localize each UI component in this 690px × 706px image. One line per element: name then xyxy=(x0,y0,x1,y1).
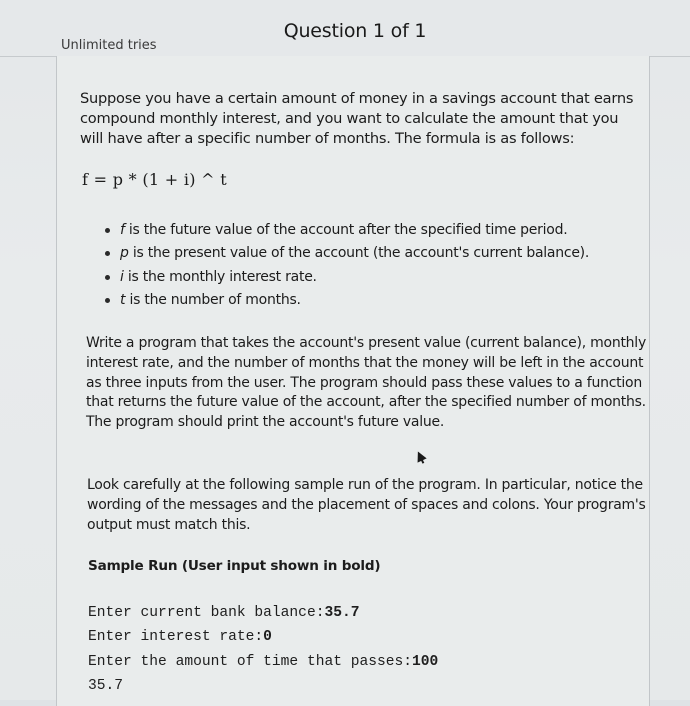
definition-item-t xyxy=(104,289,589,312)
user-input: 35.7 xyxy=(324,605,360,621)
variable-name: t xyxy=(120,291,126,308)
variable-definitions-list xyxy=(104,219,589,312)
sample-line xyxy=(88,601,438,625)
intro-paragraph: Suppose you have a certain amount of money in a savings account that earns compound monthly interest, and you want to calculate the amount that you will have after a specific number of months. The formula is as follows: xyxy=(80,90,634,147)
question-counter: Question 1 of 1 xyxy=(283,20,427,42)
definition-text: is the future value of the account after the specified time period. xyxy=(124,222,568,238)
prompt-text: Enter the amount of time that passes: xyxy=(88,653,413,670)
variable-name: f xyxy=(120,222,125,238)
sample-run-heading: Sample Run (User input shown in bold) xyxy=(88,558,381,574)
sample-line xyxy=(88,650,438,674)
output-text: 35.7 xyxy=(88,677,124,694)
sample-line xyxy=(88,674,438,698)
task-paragraph: Write a program that takes the account's present value (current balance), monthly interest rate, and the number of months that the money will be left in the account as three inputs from the user. The program should pass these values to a function that returns the future value of the account, after the specified number of months. The program should print the account's future value. xyxy=(86,335,646,431)
formula: f = p * (1 + i) ^ t xyxy=(82,170,227,189)
user-input: 100 xyxy=(412,653,439,670)
user-input: 0 xyxy=(263,629,272,646)
variable-name: i xyxy=(120,268,124,285)
prompt-text: Enter current bank balance: xyxy=(88,605,325,621)
definition-item-i xyxy=(104,266,589,289)
question-body xyxy=(80,89,640,149)
definition-text: is the number of months. xyxy=(125,291,301,308)
definition-text: is the present value of the account (the account's current balance). xyxy=(128,245,590,262)
variable-name: p xyxy=(120,245,129,262)
sample-run-output xyxy=(88,601,438,698)
definition-item-f xyxy=(104,219,589,242)
note-paragraph: Look carefully at the following sample run of the program. In particular, notice the wording of the messages and the placement of spaces and colons. Your program's output must match this. xyxy=(87,477,646,533)
prompt-text: Enter interest rate: xyxy=(88,629,264,646)
tries-label xyxy=(61,38,157,57)
tries-label-text: Unlimited tries xyxy=(61,38,157,53)
definition-item-p xyxy=(104,242,589,265)
sample-line xyxy=(88,625,438,649)
definition-text: is the monthly interest rate. xyxy=(123,268,317,285)
